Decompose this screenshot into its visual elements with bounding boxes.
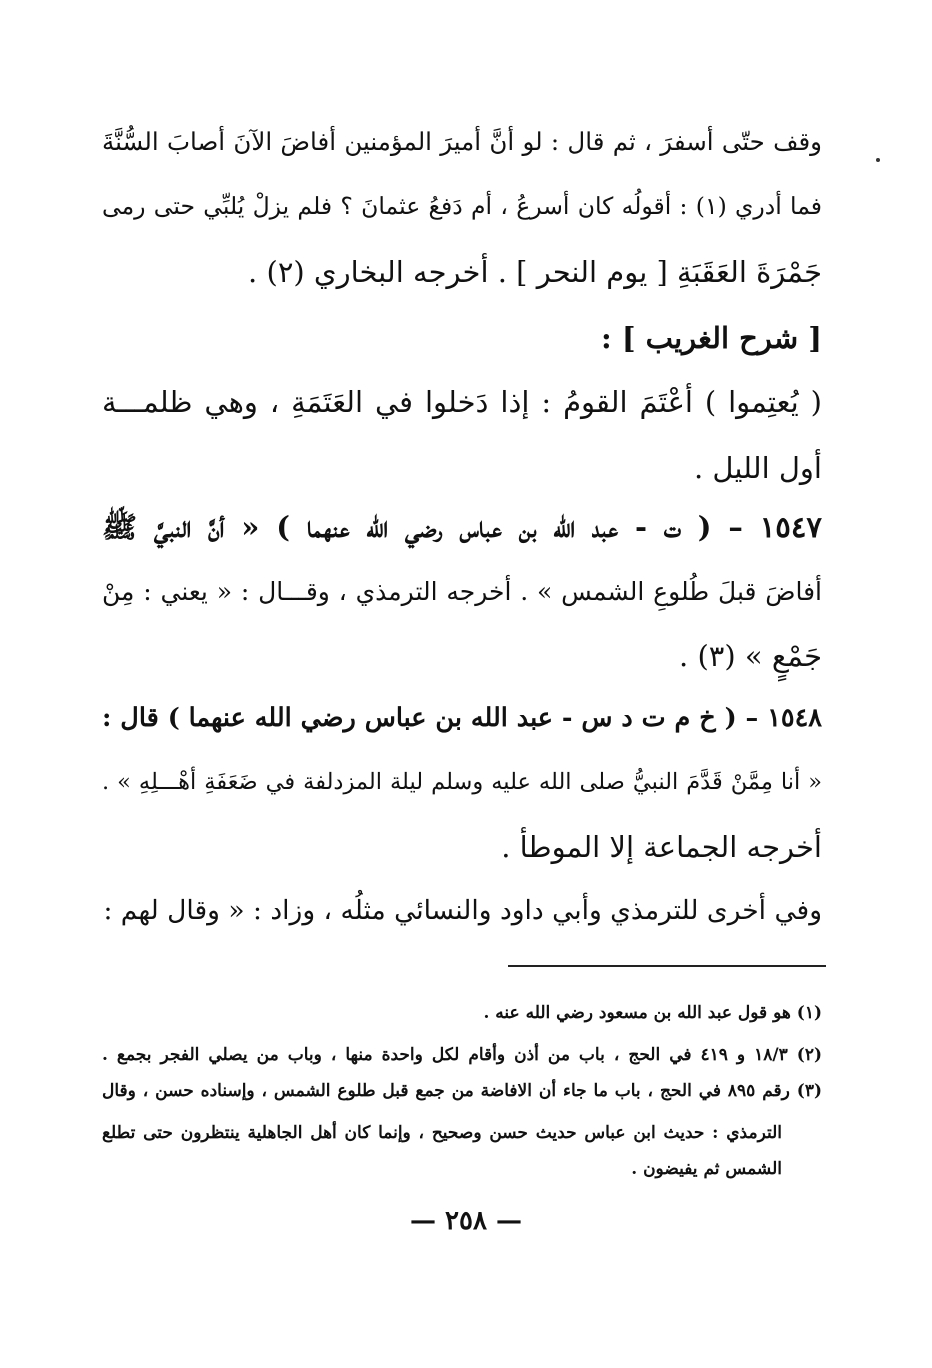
text-line: وفي أخرى للترمذي وأبي داود والنسائي مثلُه ، وزاد : « وقال لهم : xyxy=(103,895,822,926)
text-line: فما أدري (١) : أقولُه كان أسرعُ ، أم دَفعُ عثمانَ ؟ فلم يزلْ يُلبِّي حتى رمى xyxy=(102,192,823,220)
footnote-divider xyxy=(508,965,826,967)
text-line: أول الليل . xyxy=(694,451,822,485)
hadith-heading-1547: ١٥٤٧ – ( ت - عبد الله بن عباس رضي الله عنهما ) « أنَّ النبيَّ ﷺ xyxy=(102,510,822,544)
footnote-2: (٢) ١٨/٣ و ٤١٩ في الحج ، باب من أذن وأقام لكل واحدة منها ، وباب من يصلي الفجر بجمع . xyxy=(102,1045,823,1065)
hadith-heading-1548: ١٥٤٨ – ( خ م ت د س - عبد الله بن عباس رضي الله عنهما ) قال : xyxy=(102,703,822,733)
text-line: ( يُعتِموا ) أعْتَمَ القومُ : إذا دَخلوا في العَتَمَةِ ، وهي ظلمـــة xyxy=(102,385,822,419)
text-line: أخرجه الجماعة إلا الموطأ . xyxy=(501,830,822,864)
footnote-3-continued: الترمذي : حديث ابن عباس حديث حسن وصحيح ، وإنما كان أهل الجاهلية ينتظرون حتى تطلع xyxy=(102,1123,782,1143)
text-line: « أنا مِمَّنْ قَدَّمَ النبيُّ صلى الله عليه وسلم ليلة المزدلفة في ضَعَفَةِ أهْـــلِهِ » . xyxy=(102,769,822,795)
margin-mark xyxy=(876,158,880,162)
text-line: جَمْرَةَ العَقَبَةِ [ يوم النحر ] . أخرجه البخاري (٢) . xyxy=(248,255,822,289)
text-line: وقف حتّى أسفرَ ، ثم قال : لو أنَّ أميرَ المؤمنين أفاضَ الآنَ أصابَ السُّنَّةَ xyxy=(102,127,822,156)
page-number: — ٢٥٨ — xyxy=(409,1206,523,1236)
footnote-3-continued: الشمس ثم يفيضون . xyxy=(631,1159,782,1179)
text-line: أفاضَ قبلَ طُلوعِ الشمس » . أخرجه الترمذي ، وقـــال : « يعني : مِنْ xyxy=(102,577,822,606)
footnote-1: (١) هو قول عبد الله بن مسعود رضي الله عنه . xyxy=(483,1003,822,1023)
footnote-3: (٣) رقم ٨٩٥ في الحج ، باب ما جاء أن الافاضة من جمع قبل طلوع الشمس ، وإسناده حسن ، وقال xyxy=(102,1081,823,1101)
section-heading: [ شرح الغريب ] : xyxy=(601,321,822,355)
text-line: جَمْعٍ » (٣) . xyxy=(679,639,822,673)
